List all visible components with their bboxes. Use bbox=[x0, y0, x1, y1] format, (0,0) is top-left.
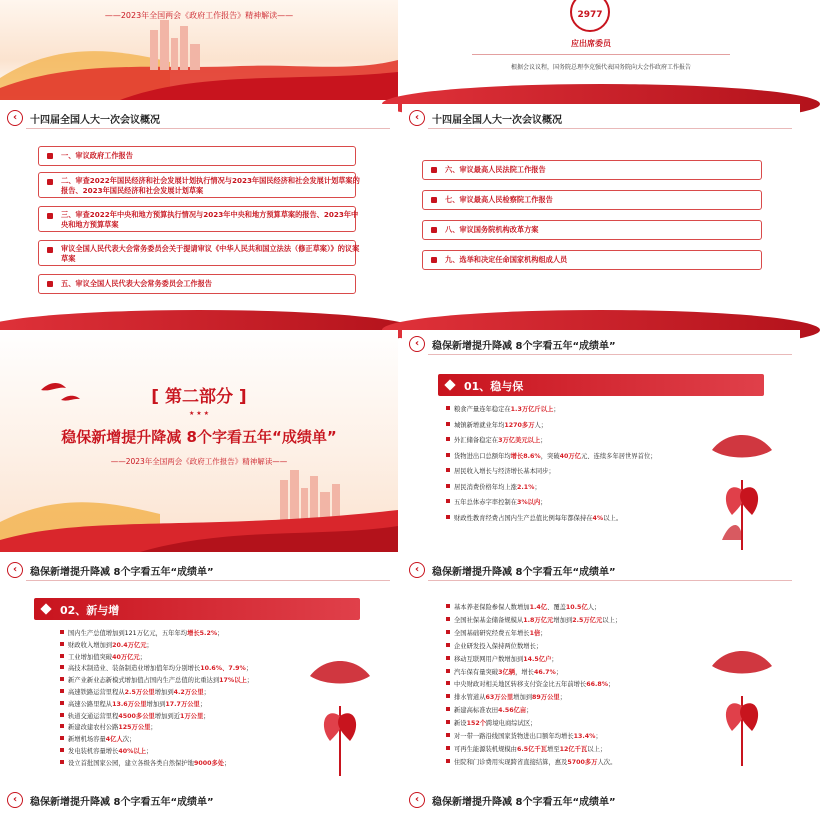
slide-stability[interactable] bbox=[402, 330, 800, 552]
bullet-item bbox=[446, 482, 541, 491]
bullet-text: 新建高标准农田 bbox=[454, 707, 499, 715]
highlight-value: 3亿辆 bbox=[498, 668, 516, 676]
bullet-text: 以上； bbox=[602, 616, 622, 624]
bullet-text: 中央财政对相关地区转移支付资金比五年前增长 bbox=[454, 681, 587, 689]
agenda-item-label: 一、审议政府工作报告 bbox=[61, 151, 133, 160]
highlight-value: 17.7万公里 bbox=[165, 700, 200, 708]
header-line bbox=[428, 128, 792, 129]
bullet-text: 五年总体赤字率控制在 bbox=[454, 499, 517, 506]
bullet-text: ； bbox=[540, 499, 547, 506]
bullet-text: ； bbox=[203, 712, 210, 720]
bullet-text: ； bbox=[553, 406, 560, 413]
diamond-icon bbox=[40, 603, 51, 614]
bullet-text: 对一带一路沿线国家货物进出口额年均增长 bbox=[454, 733, 574, 740]
section-banner bbox=[34, 598, 360, 620]
bullet-text: ，增长 bbox=[515, 668, 534, 676]
lotus-graphic bbox=[702, 420, 782, 550]
slide-agenda-2[interactable] bbox=[402, 104, 800, 326]
bullet-text: ； bbox=[139, 653, 147, 661]
highlight-value: 10.6%、7.9% bbox=[200, 665, 246, 673]
bullet-icon bbox=[47, 153, 53, 159]
city-skyline-graphic bbox=[0, 462, 398, 552]
bullet-item bbox=[60, 722, 157, 731]
agenda-item-label: 二、审查2022年国民经济和社会发展计划执行情况与2023年国民经济和社会发展计划草案的报告、2023年国民经济和社会发展计划草案 bbox=[61, 176, 360, 195]
bullet-text: 元、连续多年居世界首位； bbox=[580, 452, 657, 460]
section-heading: 01、稳与保 bbox=[464, 380, 524, 393]
bullet-item bbox=[446, 731, 602, 740]
lotus-graphic bbox=[300, 646, 380, 776]
highlight-value: 40万亿 bbox=[559, 452, 581, 460]
bullet-text: 高技术制造业、装备制造业增加值年均分别增长 bbox=[68, 665, 201, 673]
highlight-value: 1万公里 bbox=[179, 712, 204, 720]
bullet-text: ； bbox=[540, 629, 547, 637]
highlight-value: 89万公里 bbox=[532, 694, 560, 702]
agenda-item[interactable] bbox=[422, 190, 762, 210]
bullet-text: ； bbox=[595, 733, 602, 740]
slide-header bbox=[0, 556, 398, 584]
highlight-value: 1270多万 bbox=[504, 421, 535, 429]
header-title: 稳保新增提升降减 8个字看五年“成绩单” bbox=[30, 567, 214, 578]
agenda-item-label: 六、审议最高人民法院工作报告 bbox=[445, 165, 546, 174]
bullet-icon bbox=[47, 213, 53, 219]
bullet-text: ； bbox=[246, 677, 254, 685]
slide-header bbox=[402, 104, 800, 132]
bullet-text: 移动互联网用户数增加到 bbox=[454, 655, 524, 663]
bullet-text: ； bbox=[224, 759, 231, 767]
slide-part-two[interactable] bbox=[0, 330, 398, 552]
bullet-text: 新建改建农村公路 bbox=[68, 724, 119, 732]
bullet-text: 全国基础研究经费五年增长 bbox=[454, 629, 530, 637]
bullet-item bbox=[446, 718, 536, 727]
bullet-text: 高速公路里程从 bbox=[68, 700, 113, 708]
agenda-item-label: 五、审议全国人民代表大会常务委员会工作报告 bbox=[61, 279, 212, 288]
highlight-value: 66.8% bbox=[586, 681, 609, 689]
back-arrow-icon[interactable]: ‹ bbox=[7, 792, 23, 808]
bullet-item bbox=[446, 679, 614, 688]
bullet-text: ； bbox=[526, 707, 533, 715]
header-line bbox=[428, 354, 792, 355]
bullet-text: ； bbox=[199, 700, 207, 708]
bullet-item bbox=[446, 757, 616, 766]
city-skyline-graphic bbox=[0, 0, 398, 100]
agenda-item-label: 三、审查2022年中央和地方预算执行情况与2023年中央和地方预算草案的报告、2023年中央和地方预算草案 bbox=[61, 210, 359, 229]
bullet-item bbox=[60, 746, 152, 755]
agenda-item[interactable] bbox=[38, 146, 356, 166]
bullet-text: ； bbox=[559, 694, 566, 702]
bullet-icon bbox=[431, 257, 437, 263]
bullet-text: 城镇新增就业年均 bbox=[454, 421, 505, 429]
slide-header bbox=[0, 786, 398, 814]
agenda-item-label: 九、选举和决定任命国家机构组成人员 bbox=[445, 255, 568, 264]
highlight-value: 40%以上 bbox=[118, 748, 147, 755]
highlight-value: 152个 bbox=[466, 720, 487, 728]
highlight-value: 46.7% bbox=[533, 668, 556, 676]
bullet-text: 住院和门诊费用实现跨省直接结算，惠及 bbox=[454, 758, 568, 766]
bullet-text: 外汇储备稳定在 bbox=[454, 437, 499, 444]
highlight-value: 3万亿美元以上 bbox=[498, 437, 541, 444]
bullet-text: 以上； bbox=[587, 745, 607, 753]
highlight-value: 4% bbox=[592, 514, 604, 522]
bullet-text: 次； bbox=[122, 736, 136, 744]
bullet-text: 增加到近 bbox=[154, 712, 180, 720]
bullet-text: 、覆盖 bbox=[547, 604, 566, 611]
highlight-value: 2.5万亿元 bbox=[572, 616, 603, 624]
bullet-text: 财政收入增加到 bbox=[68, 641, 113, 649]
attendance-label: 应出席委员 bbox=[571, 39, 611, 48]
bullet-item bbox=[446, 513, 622, 522]
bullet-text: 设立首批国家公园，建立各级各类自然保护地 bbox=[68, 759, 194, 767]
bullet-text: ； bbox=[150, 724, 157, 732]
bullet-text: 增至 bbox=[547, 745, 560, 753]
highlight-value: 增长8.6% bbox=[510, 452, 541, 460]
highlight-value: 3%以内 bbox=[516, 499, 541, 506]
slide-cover-top[interactable] bbox=[0, 0, 398, 100]
highlight-value: 125万公里 bbox=[118, 724, 151, 732]
header-line bbox=[26, 128, 390, 129]
highlight-value: 4亿人 bbox=[105, 736, 123, 744]
bullet-text: 居民收入增长与经济增长基本同步； bbox=[454, 468, 555, 475]
header-line bbox=[26, 580, 390, 581]
agenda-item[interactable] bbox=[38, 274, 356, 294]
highlight-value: 1.4亿 bbox=[529, 604, 548, 611]
highlight-value: 1倍 bbox=[529, 629, 541, 637]
bullet-text: ； bbox=[551, 655, 558, 663]
back-arrow-icon[interactable]: ‹ bbox=[7, 562, 23, 578]
bullet-text: 跨境电商综试区； bbox=[486, 720, 537, 728]
highlight-value: 9000多处 bbox=[193, 759, 225, 767]
bullet-item bbox=[446, 705, 533, 714]
slide-header bbox=[0, 104, 398, 132]
slide-header bbox=[402, 556, 800, 584]
bullet-item bbox=[446, 615, 621, 624]
bullet-text: 增加到 bbox=[154, 689, 174, 696]
bullet-item bbox=[446, 435, 547, 444]
bullet-item bbox=[446, 404, 560, 413]
bullet-text: 轨道交通运营里程 bbox=[68, 712, 119, 720]
bullet-text: 全国社保基金储备规模从 bbox=[454, 616, 524, 624]
bullet-item bbox=[446, 466, 555, 475]
attendance-count: 2977 bbox=[577, 10, 603, 20]
bullet-item bbox=[446, 628, 547, 637]
header-title: 稳保新增提升降减 8个字看五年“成绩单” bbox=[432, 797, 616, 808]
bullet-text: 以上。 bbox=[603, 514, 623, 522]
bullet-text: 高速铁路运营里程从 bbox=[68, 689, 125, 696]
bullet-text: 人次。 bbox=[597, 758, 617, 766]
highlight-value: 4.2万公里 bbox=[173, 689, 204, 696]
slide-header bbox=[402, 330, 800, 358]
bullet-item bbox=[446, 654, 558, 663]
back-arrow-icon[interactable]: ‹ bbox=[7, 110, 23, 126]
slide-growth-continued[interactable] bbox=[402, 556, 800, 782]
agenda-item[interactable] bbox=[422, 250, 762, 270]
bullet-item bbox=[60, 687, 210, 696]
highlight-value: 20.4万亿元 bbox=[112, 641, 147, 649]
bullet-item bbox=[446, 692, 566, 701]
bullet-text: 工业增加值突破 bbox=[68, 653, 113, 661]
highlight-value: 14.5亿户 bbox=[523, 655, 552, 663]
part-label: [ 第二部分 ] bbox=[151, 387, 247, 407]
back-arrow-icon[interactable]: ‹ bbox=[409, 562, 425, 578]
agenda-item[interactable] bbox=[422, 220, 762, 240]
part-subtitle: ——2023年全国两会《政府工作报告》精神解读—— bbox=[110, 457, 288, 466]
bullet-item bbox=[446, 667, 562, 676]
bullet-icon bbox=[47, 179, 53, 185]
diamond-icon bbox=[444, 379, 455, 390]
slide-attendance[interactable] bbox=[402, 0, 800, 100]
bullet-item bbox=[60, 663, 252, 672]
bullet-text: ； bbox=[203, 689, 210, 696]
bullet-item bbox=[446, 744, 606, 753]
slide-header bbox=[402, 786, 800, 814]
bullet-item bbox=[60, 675, 253, 684]
bullet-item bbox=[446, 497, 547, 506]
bullet-item bbox=[60, 734, 135, 743]
bullet-item bbox=[446, 420, 547, 429]
back-arrow-icon[interactable]: ‹ bbox=[409, 110, 425, 126]
agenda-item[interactable] bbox=[38, 240, 360, 266]
bullet-text: 新设 bbox=[454, 720, 467, 728]
highlight-value: 4.56亿亩 bbox=[498, 707, 527, 715]
part-title: 稳保新增提升降减 8个字看五年“成绩单” bbox=[61, 428, 337, 446]
attendance-caption: 根据会议议程，国务院总理李克强代表国务院向大会作政府工作报告 bbox=[510, 64, 691, 71]
highlight-value: 12亿千瓦 bbox=[559, 745, 588, 753]
agenda-item[interactable] bbox=[422, 160, 762, 180]
highlight-value: 5700多万 bbox=[567, 758, 598, 766]
bullet-text: 新产业新业态新模式增加值占国内生产总值的比重达到 bbox=[68, 677, 220, 685]
bullet-text: ； bbox=[245, 665, 253, 673]
bullet-item bbox=[60, 758, 230, 767]
section-banner bbox=[438, 374, 764, 396]
agenda-item[interactable] bbox=[38, 206, 359, 232]
bullet-item bbox=[446, 641, 542, 650]
back-arrow-icon[interactable]: ‹ bbox=[409, 792, 425, 808]
lotus-graphic bbox=[702, 636, 782, 766]
back-arrow-icon[interactable]: ‹ bbox=[409, 336, 425, 352]
bullet-text: 增加到 bbox=[146, 700, 166, 708]
slide-agenda-1[interactable] bbox=[0, 104, 398, 326]
highlight-value: 2.5万公里 bbox=[124, 689, 155, 696]
bullet-text: 国内生产总值增加到121万亿元，五年年均 bbox=[68, 630, 188, 637]
bullet-item bbox=[446, 602, 600, 611]
bullet-item bbox=[60, 699, 206, 708]
highlight-value: 10.5亿 bbox=[565, 604, 588, 611]
bullet-text: 人； bbox=[534, 421, 548, 429]
agenda-item-label: 七、审议最高人民检察院工作报告 bbox=[445, 195, 553, 204]
bullet-text: ，突破 bbox=[540, 452, 560, 460]
header-title: 稳保新增提升降减 8个字看五年“成绩单” bbox=[30, 797, 214, 808]
header-line bbox=[428, 580, 792, 581]
cover-subtitle: ——2023年全国两会《政府工作报告》精神解读—— bbox=[104, 11, 294, 20]
highlight-value: 1.3万亿斤以上 bbox=[510, 406, 554, 413]
bullet-icon bbox=[431, 167, 437, 173]
bullet-text: 企业研发投入保持两位数增长； bbox=[454, 642, 543, 650]
star-icon: ★ ★ ★ bbox=[189, 410, 209, 417]
highlight-value: 63万公里 bbox=[485, 694, 514, 702]
bullet-text: 发电装机容量增长 bbox=[68, 748, 119, 755]
bullet-text: 基本养老保险参保人数增加 bbox=[454, 604, 530, 611]
highlight-value: 40万亿元 bbox=[112, 653, 140, 661]
header-title: 稳保新增提升降减 8个字看五年“成绩单” bbox=[432, 567, 616, 578]
bullet-text: 粮食产量连年稳定在 bbox=[454, 406, 511, 413]
bullet-text: ； bbox=[534, 483, 541, 491]
bullet-item bbox=[446, 451, 657, 460]
bullet-text: ； bbox=[540, 437, 547, 444]
section-heading: 02、新与增 bbox=[60, 604, 120, 617]
bullet-text: ； bbox=[146, 641, 153, 649]
bullet-icon bbox=[431, 227, 437, 233]
bullet-text: ； bbox=[146, 748, 153, 755]
highlight-value: 6.5亿千瓦 bbox=[516, 745, 548, 753]
bullet-icon bbox=[431, 197, 437, 203]
highlight-value: 1.8万亿元 bbox=[523, 616, 554, 624]
bullet-text: 增加到 bbox=[553, 616, 573, 624]
header-title: 稳保新增提升降减 8个字看五年“成绩单” bbox=[432, 341, 616, 352]
header-title: 十四届全国人大一次会议概况 bbox=[432, 115, 562, 126]
highlight-value: 13.6万公里 bbox=[112, 700, 147, 708]
bullet-icon bbox=[47, 247, 53, 253]
agenda-item-label: 审议全国人民代表大会常务委员会关于提请审议《中华人民共和国立法法（修正草案）》的议案草案 bbox=[61, 244, 360, 263]
slide-growth[interactable] bbox=[0, 556, 398, 782]
bullet-text: 居民消费价格年均上涨 bbox=[454, 483, 517, 491]
bullet-text: ； bbox=[555, 668, 563, 676]
bullet-icon bbox=[47, 281, 53, 287]
bullet-text: 可再生能源装机规模由 bbox=[454, 745, 517, 753]
attendance-badge bbox=[570, 0, 610, 32]
highlight-value: 增长5.2% bbox=[187, 630, 218, 637]
bullet-item bbox=[60, 628, 223, 637]
slide-partial-bottom-right[interactable] bbox=[402, 786, 800, 808]
bullet-text: 货物进出口总额年均 bbox=[454, 452, 511, 460]
bullet-text: 新增机场容量 bbox=[68, 736, 106, 744]
highlight-value: 4500多公里 bbox=[118, 712, 155, 720]
highlight-value: 13.4% bbox=[573, 733, 596, 740]
bullet-item bbox=[60, 640, 153, 649]
bullet-text: 财政性教育经费占国内生产总值比例每年都保持在 bbox=[454, 514, 593, 522]
bullet-text: 汽车保有量突破 bbox=[454, 668, 499, 676]
bullet-text: 人； bbox=[587, 604, 601, 611]
bullet-text: ； bbox=[608, 681, 615, 689]
slide-partial-bottom-left[interactable] bbox=[0, 786, 398, 808]
divider-line bbox=[472, 54, 730, 55]
highlight-value: 2.1% bbox=[516, 483, 535, 491]
bullet-text: ； bbox=[217, 630, 224, 637]
highlight-value: 17%以上 bbox=[219, 677, 247, 685]
bullet-item bbox=[60, 711, 210, 720]
bullet-text: 增加到 bbox=[513, 694, 533, 702]
agenda-item[interactable] bbox=[38, 172, 360, 198]
bullet-text: 排水管道从 bbox=[454, 694, 486, 702]
header-title: 十四届全国人大一次会议概况 bbox=[30, 115, 160, 126]
bullet-item bbox=[60, 652, 146, 661]
agenda-item-label: 八、审议国务院机构改革方案 bbox=[445, 225, 539, 234]
